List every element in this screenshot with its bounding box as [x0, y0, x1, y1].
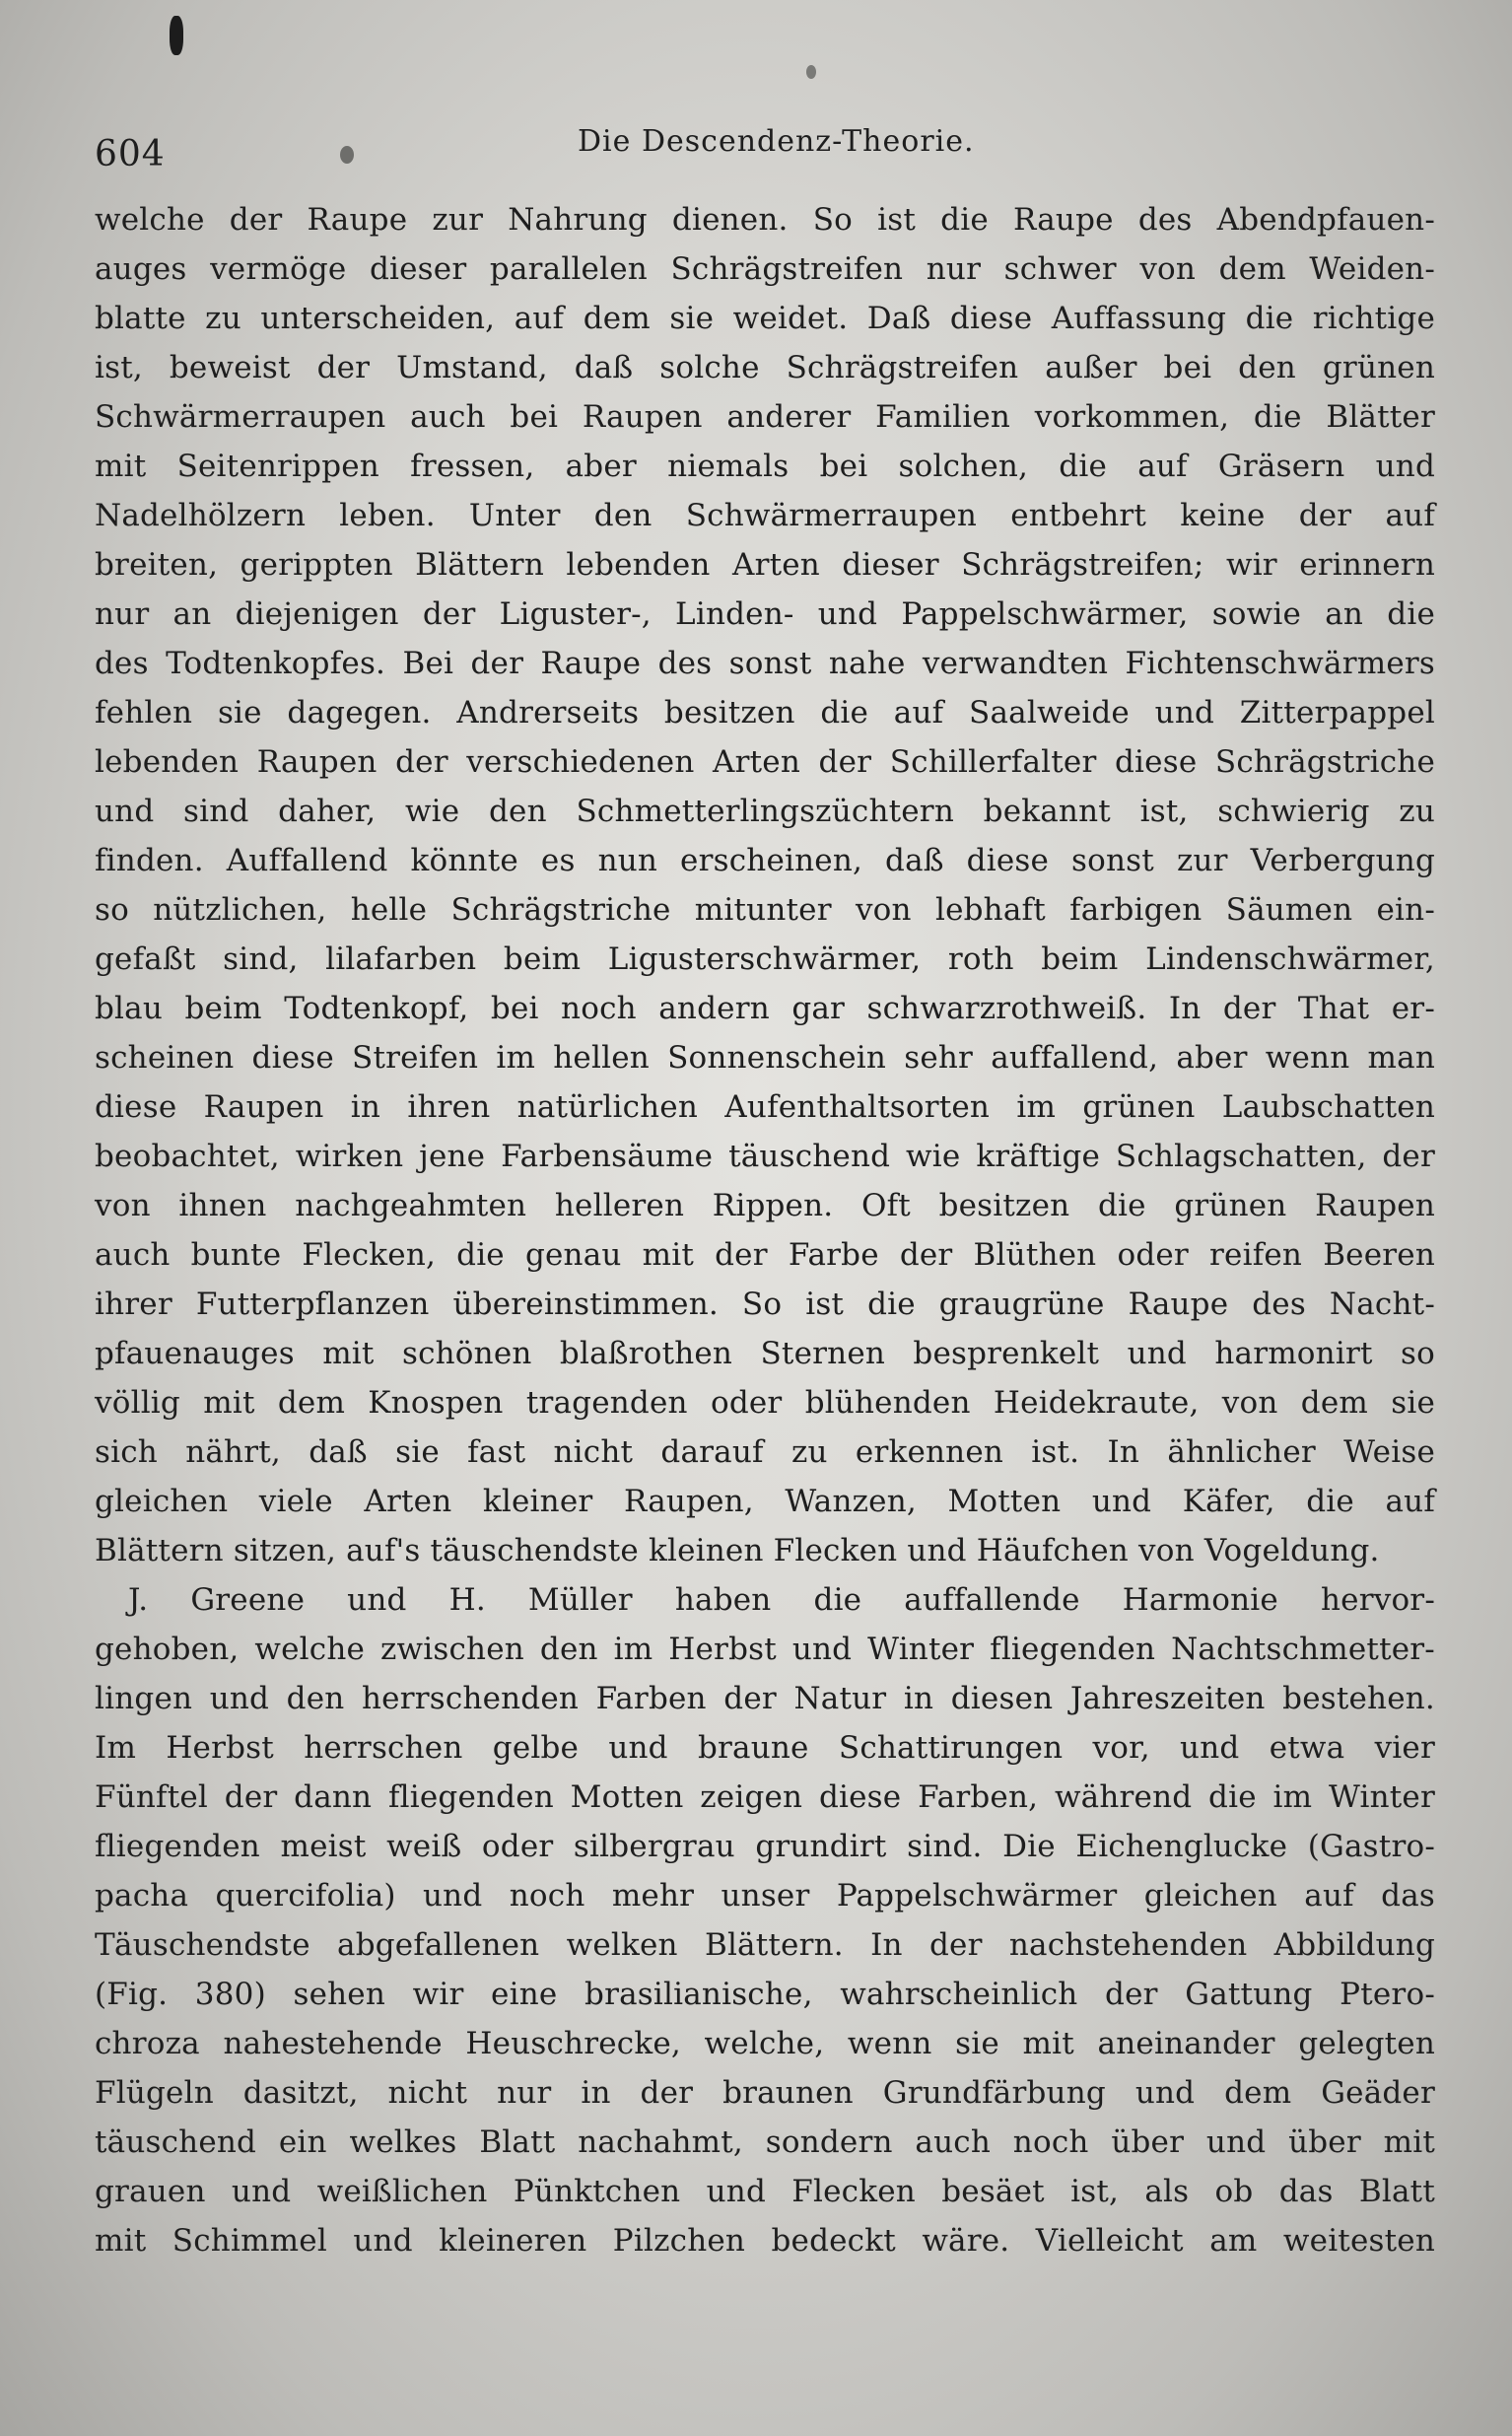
- body-text: [95, 195, 1435, 2265]
- text-line: Fünftel der dann fliegenden Motten zeigen diese Farben, während die im Winter: [95, 1779, 1435, 1815]
- text-line: Täuschendste abgefallenen welken Blättern. In der nachstehenden Abbildung: [95, 1927, 1435, 1963]
- text-line: beobachtet, wirken jene Farbensäume täuschend wie kräftige Schlagschatten, der: [95, 1139, 1435, 1174]
- text-line: gefaßt sind, lilafarben beim Ligusterschwärmer, roth beim Lindenschwärmer,: [95, 941, 1435, 977]
- text-line: von ihnen nachgeahmten helleren Rippen. Oft besitzen die grünen Raupen: [95, 1188, 1435, 1223]
- text-line: und sind daher, wie den Schmetterlingszüchtern bekannt ist, schwierig zu: [95, 794, 1435, 829]
- text-line: täuschend ein welkes Blatt nachahmt, sondern auch noch über und über mit: [95, 2124, 1435, 2160]
- text-line: (Fig. 380) sehen wir eine brasilianische, wahrscheinlich der Gattung Ptero-: [95, 1977, 1435, 2012]
- text-line: blatte zu unterscheiden, auf dem sie weidet. Daß diese Auffassung die richtige: [95, 301, 1435, 336]
- text-line: lingen und den herrschenden Farben der Natur in diesen Jahreszeiten bestehen.: [95, 1681, 1435, 1716]
- text-line: sich nährt, daß sie fast nicht darauf zu erkennen ist. In ähnlicher Weise: [95, 1434, 1435, 1470]
- text-line: diese Raupen in ihren natürlichen Aufenthaltsorten im grünen Laubschatten: [95, 1089, 1435, 1125]
- text-line: breiten, gerippten Blättern lebenden Arten dieser Schrägstreifen; wir erinnern: [95, 547, 1435, 583]
- text-line: fehlen sie dagegen. Andrerseits besitzen die auf Saalweide und Zitterpappel: [95, 695, 1435, 731]
- page-content: [95, 116, 1445, 2265]
- text-line: Flügeln dasitzt, nicht nur in der braunen Grundfärbung und dem Geäder: [95, 2075, 1435, 2111]
- text-line: des Todtenkopfes. Bei der Raupe des sonst nahe verwandten Fichtenschwärmers: [95, 646, 1435, 681]
- text-line: auch bunte Flecken, die genau mit der Farbe der Blüthen oder reifen Beeren: [95, 1237, 1435, 1273]
- text-line: mit Schimmel und kleineren Pilzchen bedeckt wäre. Vielleicht am weitesten: [95, 2223, 1435, 2259]
- text-line: chroza nahestehende Heuschrecke, welche, wenn sie mit aneinander gelegten: [95, 2026, 1435, 2061]
- text-line: ist, beweist der Umstand, daß solche Schrägstreifen außer bei den grünen: [95, 350, 1435, 385]
- text-line: welche der Raupe zur Nahrung dienen. So ist die Raupe des Abendpfauen-: [95, 202, 1435, 238]
- text-line: ihrer Futterpflanzen übereinstimmen. So ist die graugrüne Raupe des Nacht-: [95, 1287, 1435, 1322]
- text-line: Nadelhölzern leben. Unter den Schwärmerraupen entbehrt keine der auf: [95, 498, 1435, 533]
- text-line: gleichen viele Arten kleiner Raupen, Wanzen, Motten und Käfer, die auf: [95, 1484, 1435, 1519]
- text-line: scheinen diese Streifen im hellen Sonnenschein sehr auffallend, aber wenn man: [95, 1040, 1435, 1076]
- text-line: grauen und weißlichen Pünktchen und Flecken besäet ist, als ob das Blatt: [95, 2174, 1435, 2209]
- text-line: auges vermöge dieser parallelen Schrägstreifen nur schwer von dem Weiden-: [95, 251, 1435, 287]
- text-line: blau beim Todtenkopf, bei noch andern gar schwarzrothweiß. In der That er-: [95, 991, 1435, 1026]
- text-line: lebenden Raupen der verschiedenen Arten der Schillerfalter diese Schrägstriche: [95, 744, 1435, 780]
- text-line: pfauenauges mit schönen blaßrothen Sternen besprenkelt und harmonirt so: [95, 1336, 1435, 1371]
- ink-blot: [170, 16, 183, 55]
- text-line: völlig mit dem Knospen tragenden oder blühenden Heidekraute, von dem sie: [95, 1385, 1435, 1421]
- running-title: Die Descendenz-Theorie.: [578, 124, 975, 159]
- page-number: 604: [95, 134, 166, 174]
- text-line: mit Seitenrippen fressen, aber niemals bei solchen, die auf Gräsern und: [95, 449, 1435, 484]
- text-line: so nützlichen, helle Schrägstriche mitunter von lebhaft farbigen Säumen ein-: [95, 892, 1435, 928]
- text-line: fliegenden meist weiß oder silbergrau grundirt sind. Die Eichenglucke (Gastro-: [95, 1829, 1435, 1864]
- text-line: nur an diejenigen der Liguster-, Linden- und Pappelschwärmer, sowie an die: [95, 596, 1435, 632]
- text-line: Blättern sitzen, auf's täuschendste kleinen Flecken und Häufchen von Vogeldung.: [95, 1533, 1380, 1568]
- text-line: pacha quercifolia) und noch mehr unser Pappelschwärmer gleichen auf das: [95, 1878, 1435, 1914]
- text-line: Schwärmerraupen auch bei Raupen anderer Familien vorkommen, die Blätter: [95, 399, 1435, 435]
- page-header: [95, 116, 1445, 179]
- text-line: Im Herbst herrschen gelbe und braune Schattirungen vor, und etwa vier: [95, 1730, 1435, 1766]
- text-line: finden. Auffallend könnte es nun erscheinen, daß diese sonst zur Verbergung: [95, 843, 1435, 878]
- paper-spot: [806, 65, 816, 79]
- text-line: gehoben, welche zwischen den im Herbst und Winter fliegenden Nachtschmetter-: [95, 1632, 1435, 1667]
- text-line: J. Greene und H. Müller haben die auffallende Harmonie hervor-: [128, 1582, 1435, 1618]
